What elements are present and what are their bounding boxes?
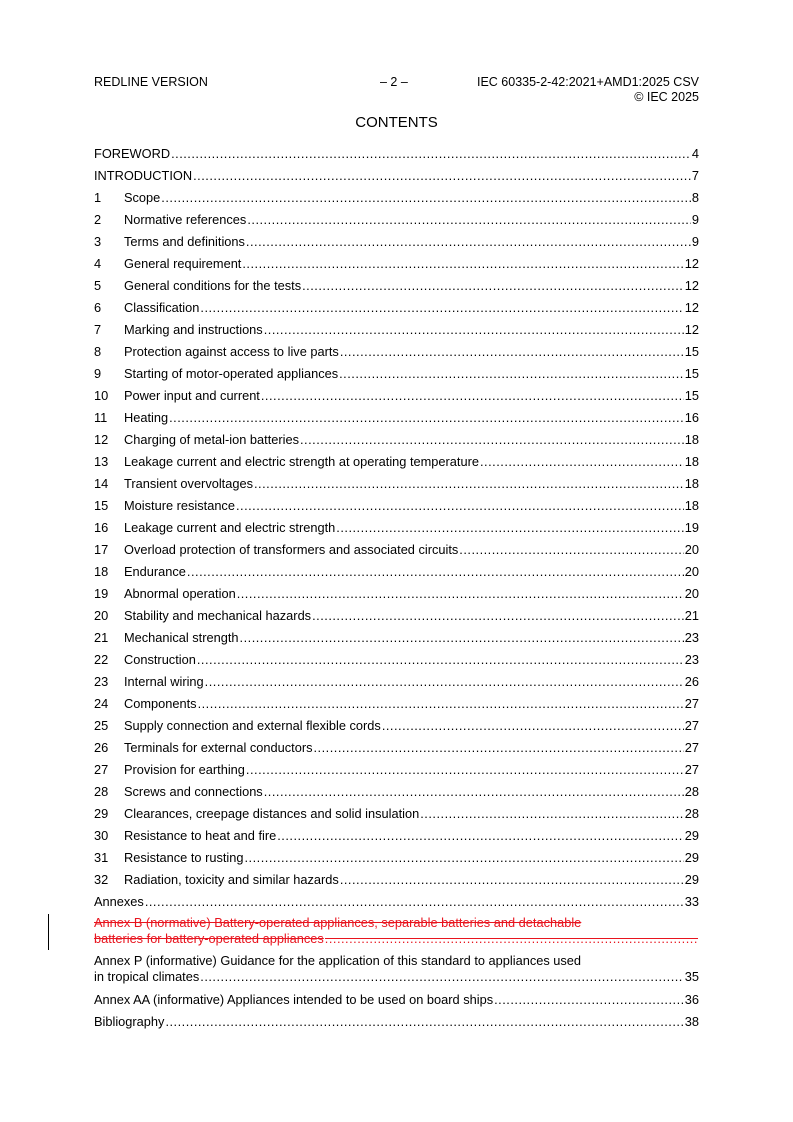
- toc-entry-page: 21: [684, 608, 699, 623]
- toc-entry-page: 20: [684, 564, 699, 579]
- toc-entry-label: Leakage current and electric strength: [124, 520, 336, 535]
- toc-entry-number: 3: [94, 234, 102, 249]
- toc-entry-label: General conditions for the tests: [124, 278, 302, 293]
- toc-leader-dots: [245, 849, 684, 867]
- toc-entry[interactable]: [94, 211, 699, 233]
- toc-entry[interactable]: [94, 871, 699, 893]
- toc-entry-label: Annex AA (informative) Appliances intended to be used on board ships: [94, 992, 494, 1007]
- toc-entry-page: 8: [691, 190, 699, 205]
- toc-entry-number: 9: [94, 366, 102, 381]
- toc-entry-label: Bibliography: [94, 1014, 165, 1029]
- toc-entry-page: 16: [684, 410, 699, 425]
- toc-entry-label: General requirement: [124, 256, 242, 271]
- toc-entry-page: 29: [684, 828, 699, 843]
- toc-entry-page: 9: [691, 212, 699, 227]
- toc-entry[interactable]: [94, 431, 699, 453]
- toc-entry-number: 20: [94, 608, 109, 623]
- toc-entry-label: Overload protection of transformers and associated circuits: [124, 542, 459, 557]
- toc-entry-number: 19: [94, 586, 109, 601]
- toc-leader-dots: [205, 673, 684, 691]
- toc-entry-label: Internal wiring: [124, 674, 204, 689]
- toc-entry[interactable]: [94, 739, 699, 761]
- toc-entry-annex-aa[interactable]: [94, 991, 699, 1013]
- toc-entry-number: 21: [94, 630, 109, 645]
- toc-leader-dots: [459, 541, 683, 559]
- header-page-number: – 2 –: [380, 75, 408, 89]
- toc-entry-number: 4: [94, 256, 102, 271]
- toc-entry-page: 38: [684, 1014, 699, 1029]
- toc-leader-dots: [336, 519, 683, 537]
- toc-entry[interactable]: [94, 299, 699, 321]
- toc-leader-dots: [198, 695, 684, 713]
- toc-leader-dots: [145, 893, 684, 911]
- toc-leader-dots: [264, 783, 684, 801]
- toc-entry-page: 12: [684, 278, 699, 293]
- toc-leader-dots: [246, 761, 684, 779]
- toc-entry-label: Marking and instructions: [124, 322, 263, 337]
- toc-entry-label: Resistance to heat and fire: [124, 828, 277, 843]
- toc-entry[interactable]: [94, 387, 699, 409]
- toc-entry-number: 27: [94, 762, 109, 777]
- toc-entry-bibliography[interactable]: [94, 1013, 699, 1035]
- toc-entry-page: 20: [684, 586, 699, 601]
- toc-entry-number: 6: [94, 300, 102, 315]
- toc-leader-dots: [242, 255, 683, 273]
- toc-entry-label: Resistance to rusting: [124, 850, 244, 865]
- toc-entry-label: Components: [124, 696, 197, 711]
- toc-entry-number: 14: [94, 476, 109, 491]
- toc-entry-page: 28: [684, 784, 699, 799]
- toc-leader-dots: [312, 607, 684, 625]
- toc-entry-page: 15: [684, 366, 699, 381]
- toc-entry-page: 26: [684, 674, 699, 689]
- toc-entry-number: 23: [94, 674, 109, 689]
- toc-entry-page: 18: [684, 476, 699, 491]
- toc-entry[interactable]: [94, 321, 699, 343]
- toc-entry-number: 25: [94, 718, 109, 733]
- toc-entry-page: 33: [684, 894, 699, 909]
- toc-entry-number: 12: [94, 432, 109, 447]
- toc-entry-label: INTRODUCTION: [94, 168, 193, 183]
- toc-entry-label: Moisture resistance: [124, 498, 235, 513]
- toc-entry-page: 12: [684, 300, 699, 315]
- toc-entry-number: 28: [94, 784, 109, 799]
- toc-entry[interactable]: [94, 695, 699, 717]
- toc-entry-page: 4: [691, 146, 699, 161]
- toc-entry-number: 7: [94, 322, 102, 337]
- toc-entry-number: 18: [94, 564, 109, 579]
- toc-leader-dots: [340, 343, 684, 361]
- toc-entry-label: Mechanical strength: [124, 630, 239, 645]
- toc-entry[interactable]: [94, 497, 699, 519]
- toc-entry-label: Normative references: [124, 212, 247, 227]
- toc-leader-dots: [340, 871, 684, 889]
- toc-leader-dots: [200, 969, 684, 985]
- toc-leader-dots: [264, 321, 684, 339]
- toc-leader-dots: [169, 409, 684, 427]
- toc-leader-dots: [300, 431, 684, 449]
- toc-entry-label: Terminals for external conductors: [124, 740, 313, 755]
- header-left: REDLINE VERSION: [94, 75, 208, 89]
- toc-entry[interactable]: [94, 277, 699, 299]
- header-standard-id: IEC 60335-2-42:2021+AMD1:2025 CSV: [476, 75, 699, 89]
- toc-leader-dots: [420, 805, 684, 823]
- toc-entry[interactable]: [94, 541, 699, 563]
- toc-entry-page: 9: [691, 234, 699, 249]
- toc-entry-label: Protection against access to live parts: [124, 344, 339, 359]
- toc-leader-dots: [277, 827, 684, 845]
- toc-entry-label: Annexes: [94, 894, 144, 909]
- toc-leader-dots: [313, 739, 683, 757]
- toc-leader-dots: [237, 585, 684, 603]
- toc-entry-label: Transient overvoltages: [124, 476, 253, 491]
- header-right: [477, 75, 699, 105]
- toc-entry-page: 15: [684, 344, 699, 359]
- toc-entry[interactable]: [94, 343, 699, 365]
- toc-entry-label: Supply connection and external flexible cords: [124, 718, 381, 733]
- toc-entry-label-continued: in tropical climates: [94, 969, 200, 984]
- toc-entry-page: 7: [691, 168, 699, 183]
- toc-entry-number: 32: [94, 872, 109, 887]
- toc-entry[interactable]: [94, 783, 699, 805]
- toc-leader-dots: [193, 167, 691, 185]
- toc-entry-page: 18: [684, 454, 699, 469]
- toc-entry-label: Terms and definitions: [124, 234, 245, 249]
- toc-entry[interactable]: [94, 827, 699, 849]
- toc-entry[interactable]: [94, 761, 699, 783]
- toc-entry-label: Heating: [124, 410, 169, 425]
- toc-entries: [94, 145, 699, 915]
- toc-entry[interactable]: [94, 607, 699, 629]
- toc-entry-label: Abnormal operation: [124, 586, 236, 601]
- toc-entry-page: 27: [684, 696, 699, 711]
- toc-leader-dots: [247, 211, 691, 229]
- toc-entry-page: 29: [684, 872, 699, 887]
- toc-entry-label: Leakage current and electric strength at operating temperature: [124, 454, 479, 469]
- header-copyright: © IEC 2025: [634, 90, 699, 104]
- toc-entry[interactable]: [94, 849, 699, 871]
- toc-entry[interactable]: [94, 805, 699, 827]
- toc-entry-number: 5: [94, 278, 102, 293]
- toc-leader-dots: [325, 931, 698, 947]
- toc-entry-label: Classification: [124, 300, 200, 315]
- toc-entry-label-continued: batteries for battery-operated appliances: [94, 931, 324, 946]
- toc-entry[interactable]: [94, 189, 699, 211]
- toc-entry[interactable]: [94, 563, 699, 585]
- toc-entry-page: 18: [684, 498, 699, 513]
- toc-entry-page: 12: [684, 256, 699, 271]
- toc-entry-label: Power input and current: [124, 388, 260, 403]
- toc-entry[interactable]: [94, 365, 699, 387]
- toc-entry-page: 27: [684, 762, 699, 777]
- toc-entry-number: 1: [94, 190, 102, 205]
- toc-leader-dots: [246, 233, 691, 251]
- toc-entry-page: 27: [684, 740, 699, 755]
- toc-entry[interactable]: [94, 475, 699, 497]
- toc-leader-dots: [494, 991, 684, 1009]
- toc-entry-deleted-annex-b[interactable]: [94, 915, 699, 947]
- toc-entry[interactable]: [94, 255, 699, 277]
- toc-entry-annex-p[interactable]: [94, 953, 699, 985]
- toc-entry-label: Clearances, creepage distances and solid insulation: [124, 806, 420, 821]
- toc-entry-number: 22: [94, 652, 109, 667]
- toc-leader-dots: [171, 145, 691, 163]
- toc-entry-label: Starting of motor-operated appliances: [124, 366, 339, 381]
- toc-entry-label: Provision for earthing: [124, 762, 245, 777]
- toc-entry[interactable]: [94, 409, 699, 431]
- toc-entry[interactable]: [94, 519, 699, 541]
- toc-entry[interactable]: [94, 233, 699, 255]
- toc-entry-label: Endurance: [124, 564, 186, 579]
- toc-entry-page: 28: [684, 806, 699, 821]
- toc-entry-page: 12: [684, 322, 699, 337]
- toc-entry-page: 29: [684, 850, 699, 865]
- page-title: CONTENTS: [355, 114, 438, 131]
- toc-leader-dots: [161, 189, 691, 207]
- toc-entry[interactable]: [94, 673, 699, 695]
- toc-entry-label: Annex P (informative) Guidance for the application of this standard to appliances used: [94, 953, 582, 968]
- toc-entry-number: 26: [94, 740, 109, 755]
- toc-entry-number: 15: [94, 498, 109, 513]
- table-of-contents: [94, 145, 699, 1035]
- toc-entry[interactable]: [94, 167, 699, 189]
- toc-entry-page: 19: [684, 520, 699, 535]
- toc-leader-dots: [197, 651, 684, 669]
- toc-entry-number: 16: [94, 520, 109, 535]
- toc-entry[interactable]: [94, 893, 699, 915]
- toc-leader-dots: [480, 453, 684, 471]
- toc-leader-dots: [302, 277, 684, 295]
- page-header: [94, 75, 699, 107]
- toc-leader-dots: [240, 629, 684, 647]
- toc-entry[interactable]: [94, 585, 699, 607]
- toc-leader-dots: [200, 299, 683, 317]
- toc-entry-label: Charging of metal-ion batteries: [124, 432, 299, 447]
- toc-entry-page: 20: [684, 542, 699, 557]
- toc-entry-number: 31: [94, 850, 109, 865]
- toc-entry-page: 23: [684, 630, 699, 645]
- revision-bar: [48, 914, 49, 950]
- toc-entry-label: FOREWORD: [94, 146, 171, 161]
- toc-entry-label: Stability and mechanical hazards: [124, 608, 312, 623]
- toc-entry-label: Scope: [124, 190, 161, 205]
- toc-entry-number: 8: [94, 344, 102, 359]
- toc-entry[interactable]: [94, 717, 699, 739]
- toc-entry-label: Radiation, toxicity and similar hazards: [124, 872, 339, 887]
- toc-entry-label: Screws and connections: [124, 784, 263, 799]
- toc-entry-page: 36: [684, 992, 699, 1007]
- toc-entry-number: 30: [94, 828, 109, 843]
- toc-entry-number: 13: [94, 454, 109, 469]
- toc-entry[interactable]: [94, 145, 699, 167]
- toc-entry-label: Annex B (normative) Battery-operated appliances, separable batteries and detachable: [94, 915, 582, 930]
- toc-entry-page: 23: [684, 652, 699, 667]
- toc-leader-dots: [261, 387, 684, 405]
- toc-entry-number: 2: [94, 212, 102, 227]
- toc-entry-number: 11: [94, 410, 108, 425]
- toc-entry-page: 27: [684, 718, 699, 733]
- toc-leader-dots: [187, 563, 684, 581]
- toc-entry-page: 35: [684, 969, 699, 984]
- toc-entry[interactable]: [94, 651, 699, 673]
- toc-leader-dots: [254, 475, 684, 493]
- toc-entry-number: 10: [94, 388, 109, 403]
- toc-leader-dots: [339, 365, 684, 383]
- toc-entry-number: 29: [94, 806, 109, 821]
- toc-entry[interactable]: [94, 453, 699, 475]
- toc-entry-label: Construction: [124, 652, 196, 667]
- toc-entry-page: 15: [684, 388, 699, 403]
- toc-entry-page: 18: [684, 432, 699, 447]
- toc-entry-number: 24: [94, 696, 109, 711]
- toc-entry[interactable]: [94, 629, 699, 651]
- toc-leader-dots: [165, 1013, 683, 1031]
- toc-leader-dots: [236, 497, 684, 515]
- toc-leader-dots: [382, 717, 684, 735]
- toc-entry-number: 17: [94, 542, 109, 557]
